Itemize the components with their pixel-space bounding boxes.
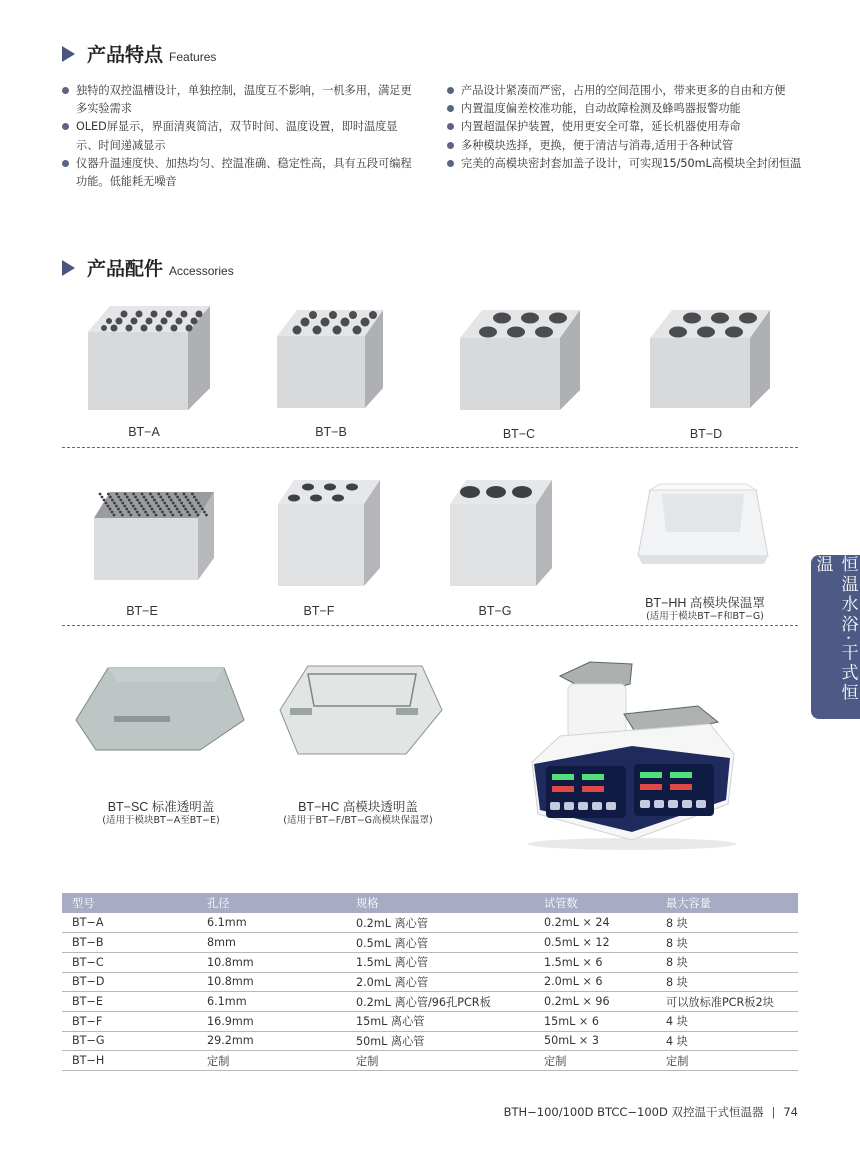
features-title-zh: 产品特点 <box>87 44 164 66</box>
bt-f-label: BT−F <box>303 604 335 618</box>
features-left-column <box>62 82 417 191</box>
table-row <box>62 992 798 1012</box>
bt-hc-label: BT−HC 高模块透明盖 <box>298 800 418 814</box>
divider <box>62 625 798 626</box>
table-row <box>62 952 798 972</box>
table-cell: BT−E <box>62 992 197 1012</box>
bt-hc-note: (适用于BT−F/BT−G高模块保温罩) <box>283 815 433 826</box>
bt-b-label: BT−B <box>315 425 347 439</box>
page-number: 74 <box>783 1105 798 1119</box>
triangle-bullet-icon <box>62 260 75 276</box>
table-cell: 4 块 <box>656 1031 798 1051</box>
table-cell: 16.9mm <box>197 1011 346 1031</box>
accessories-title-en: Accessories <box>169 264 234 278</box>
bt-g-block-image <box>448 476 556 588</box>
table-cell: 可以放标准PCR板2块 <box>656 992 798 1012</box>
features-list <box>62 82 802 191</box>
bt-sc-note: (适用于模块BT−A至BT−E) <box>102 815 220 826</box>
feature-item: OLED屏显示，界面清爽简洁，双节时间、温度设置，即时温度显示、时间递减显示 <box>62 118 417 154</box>
table-row <box>62 1011 798 1031</box>
table-cell: 1.5mL 离心管 <box>346 952 534 972</box>
feature-item: 多种模块选择，更换，便于清洁与消毒,适用于各种试管 <box>447 137 802 155</box>
bt-hc-transparent-lid-image <box>278 660 444 758</box>
table-cell: 15mL × 6 <box>534 1011 656 1031</box>
table-cell: BT−A <box>62 913 197 933</box>
feature-item: 内置超温保护装置，使用更安全可靠，延长机器使用寿命 <box>447 118 802 136</box>
bt-f-block-image <box>276 476 384 588</box>
accessories-heading <box>62 254 234 281</box>
bt-d-block-image <box>648 306 774 410</box>
bt-c-block-image <box>458 306 584 412</box>
table-cell: 0.2mL × 96 <box>534 992 656 1012</box>
table-cell: BT−C <box>62 952 197 972</box>
bt-a-label: BT−A <box>128 425 160 439</box>
table-cell: 定制 <box>534 1051 656 1071</box>
table-row <box>62 972 798 992</box>
bt-e-block-image <box>92 488 218 582</box>
table-cell: BT−H <box>62 1051 197 1071</box>
table-cell: 15mL 离心管 <box>346 1011 534 1031</box>
feature-item: 产品设计紧凑而严密，占用的空间范围小，带来更多的自由和方便 <box>447 82 802 100</box>
table-cell: 29.2mm <box>197 1031 346 1051</box>
table-cell: 6.1mm <box>197 913 346 933</box>
table-cell: 4 块 <box>656 1011 798 1031</box>
divider <box>62 447 798 448</box>
bt-sc-transparent-lid-image <box>74 662 246 754</box>
footer-separator: | <box>771 1105 776 1119</box>
page-footer <box>504 1104 798 1120</box>
table-cell: 0.2mL 离心管 <box>346 913 534 933</box>
table-cell: 8 块 <box>656 913 798 933</box>
table-cell: 定制 <box>346 1051 534 1071</box>
table-cell: BT−G <box>62 1031 197 1051</box>
table-cell: 8 块 <box>656 972 798 992</box>
features-heading <box>62 40 216 67</box>
feature-item: 仪器升温速度快、加热均匀、控温准确、稳定性高，具有五段可编程功能。低能耗无噪音 <box>62 155 417 191</box>
table-header-row <box>62 893 798 913</box>
table-row <box>62 913 798 933</box>
bt-c-label: BT−C <box>502 427 536 441</box>
bt-sc-label: BT−SC 标准透明盖 <box>107 800 215 814</box>
features-title-en: Features <box>169 50 217 64</box>
table-cell: BT−F <box>62 1011 197 1031</box>
table-cell: 0.2mL 离心管/96孔PCR板 <box>346 992 534 1012</box>
spec-table <box>62 893 798 1071</box>
table-cell: 定制 <box>197 1051 346 1071</box>
table-cell: 8 块 <box>656 933 798 953</box>
header-spec: 规格 <box>346 893 534 913</box>
bt-b-block-image <box>275 306 387 410</box>
table-cell: 2.0mL 离心管 <box>346 972 534 992</box>
bt-a-block-image <box>84 302 214 412</box>
dry-bath-instrument-image <box>520 654 744 852</box>
bt-hh-note: (适用于模块BT−F和BT−G) <box>646 611 764 622</box>
table-cell: 50mL 离心管 <box>346 1031 534 1051</box>
triangle-bullet-icon <box>62 46 75 62</box>
table-cell: 定制 <box>656 1051 798 1071</box>
bt-hh-label: BT−HH 高模块保温罩 <box>645 596 765 610</box>
bt-e-label: BT−E <box>126 604 158 618</box>
feature-item: 完美的高模块密封套加盖子设计，可实现15/50mL高模块全封闭恒温 <box>447 155 802 173</box>
footer-product-name: BTH−100/100D BTCC−100D 双控温干式恒温器 <box>503 1105 764 1119</box>
table-cell: 6.1mm <box>197 992 346 1012</box>
table-cell: BT−B <box>62 933 197 953</box>
table-cell: 0.5mL × 12 <box>534 933 656 953</box>
table-cell: 1.5mL × 6 <box>534 952 656 972</box>
feature-item: 独特的双控温槽设计，单独控制，温度互不影响，一机多用，满足更多实验需求 <box>62 82 417 118</box>
header-tube-count: 试管数 <box>534 893 656 913</box>
header-bore: 孔径 <box>197 893 346 913</box>
table-row <box>62 933 798 953</box>
table-cell: 50mL × 3 <box>534 1031 656 1051</box>
table-row <box>62 1031 798 1051</box>
table-cell: 8 块 <box>656 952 798 972</box>
header-model: 型号 <box>62 893 197 913</box>
table-cell: BT−D <box>62 972 197 992</box>
table-cell: 0.2mL × 24 <box>534 913 656 933</box>
bt-hh-insulation-cover-image <box>636 480 770 566</box>
feature-item: 内置温度偏差校准功能，自动故障检测及蜂鸣器报警功能 <box>447 100 802 118</box>
table-cell: 10.8mm <box>197 972 346 992</box>
accessories-title-zh: 产品配件 <box>87 258 164 280</box>
table-cell: 0.5mL 离心管 <box>346 933 534 953</box>
table-cell: 8mm <box>197 933 346 953</box>
bt-g-label: BT−G <box>478 604 512 618</box>
bt-d-label: BT−D <box>689 427 723 441</box>
table-cell: 2.0mL × 6 <box>534 972 656 992</box>
header-max-capacity: 最大容量 <box>656 893 798 913</box>
table-cell: 10.8mm <box>197 952 346 972</box>
features-right-column <box>447 82 802 191</box>
side-category-tab: 恒温水浴·干式恒温 <box>811 555 860 719</box>
table-row <box>62 1051 798 1071</box>
